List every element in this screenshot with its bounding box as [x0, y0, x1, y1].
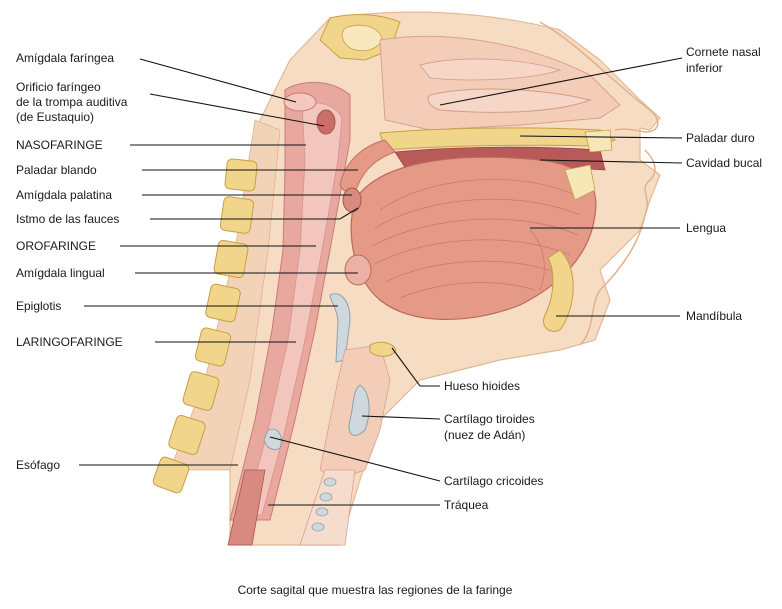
pharyngeal-tonsil — [284, 93, 316, 111]
label-laringofaringe: LARINGOFARINGE — [16, 335, 123, 349]
label-orificio-1: Orificio faríngeo — [16, 80, 101, 94]
label-epiglotis: Epiglotis — [16, 299, 62, 313]
vertebra-c4 — [205, 283, 241, 322]
label-cornete-2: inferior — [686, 61, 723, 75]
lingual-tonsil — [345, 255, 371, 285]
figure-caption: Corte sagital que muestra las regiones de la faringe — [237, 583, 513, 597]
label-lengua: Lengua — [686, 221, 727, 235]
label-cartilago-tiroides-1: Cartílago tiroides — [444, 412, 535, 426]
tracheal-ring-1 — [324, 478, 336, 486]
label-esofago: Esófago — [16, 458, 61, 472]
leader-amigdala-faringea — [140, 59, 296, 102]
label-paladar-blando: Paladar blando — [16, 163, 97, 177]
label-hueso-hioides: Hueso hioides — [444, 379, 521, 393]
label-cornete-1: Cornete nasal — [686, 45, 761, 59]
upper-teeth — [585, 130, 612, 152]
tracheal-ring-4 — [312, 523, 324, 531]
vertebra-c2 — [220, 196, 254, 234]
vertebra-c1 — [225, 159, 258, 192]
label-istmo: Istmo de las fauces — [16, 212, 120, 226]
tracheal-ring-3 — [316, 508, 328, 516]
label-orificio-2: de la trompa auditiva — [16, 95, 128, 109]
label-amigdala-palatina: Amígdala palatina — [16, 188, 113, 202]
label-nasofaringe: NASOFARINGE — [16, 138, 103, 152]
label-cartilago-cricoides: Cartílago cricoides — [444, 474, 544, 488]
label-amigdala-lingual: Amígdala lingual — [16, 266, 105, 280]
label-cartilago-tiroides-2: (nuez de Adán) — [444, 428, 526, 442]
label-cavidad-bucal: Cavidad bucal — [686, 156, 763, 170]
label-orofaringe: OROFARINGE — [16, 239, 97, 253]
labels-left — [16, 51, 128, 472]
label-orificio-3: (de Eustaquio) — [16, 110, 95, 124]
palatine-tonsil — [343, 188, 361, 212]
label-amigdala-faringea: Amígdala faríngea — [16, 51, 115, 65]
label-mandibula: Mandíbula — [686, 309, 743, 323]
tracheal-ring-2 — [320, 493, 332, 501]
auditory-tube-opening — [317, 110, 335, 134]
label-paladar-duro: Paladar duro — [686, 131, 755, 145]
label-traquea: Tráquea — [444, 498, 489, 512]
